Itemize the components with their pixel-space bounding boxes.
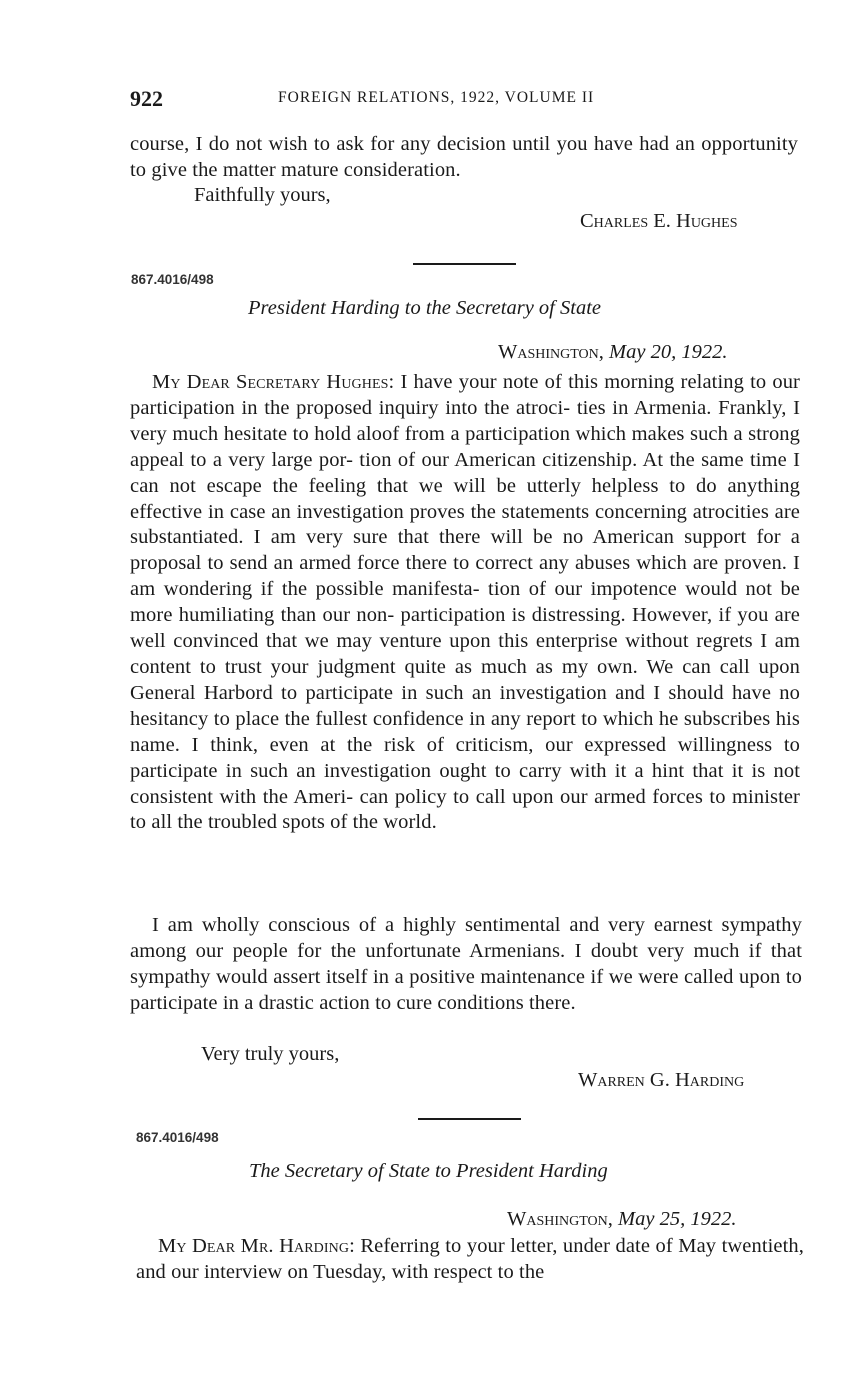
doc2-title: President Harding to the Secretary of State xyxy=(248,297,601,319)
doc2-dateline xyxy=(498,341,727,364)
doc2-file-number: 867.4016/498 xyxy=(131,272,214,287)
doc2-salutation: My Dear Secretary Hughes: xyxy=(152,371,395,393)
doc3-title: The Secretary of State to President Harding xyxy=(249,1160,608,1182)
doc2-complimentary-close: Very truly yours, xyxy=(201,1043,340,1065)
doc2-date: May 20, 1922. xyxy=(609,341,728,363)
doc3-dateline xyxy=(507,1208,736,1231)
doc2-paragraph-2: I am wholly conscious of a highly sentimental and very earnest sympathy among our people for the unfortunate Armenians. I doubt very much if that sympathy would assert itself in a positive maintenance if we were called upon to participate in a drastic action to cure conditions there. xyxy=(130,914,802,1014)
doc1-complimentary-close: Faithfully yours, xyxy=(194,184,331,206)
section-divider xyxy=(418,1118,521,1120)
section-divider xyxy=(413,263,516,265)
doc1-signature: Charles E. Hughes xyxy=(580,210,738,232)
page-number: 922 xyxy=(130,86,163,111)
doc2-paragraph-1 xyxy=(130,370,800,836)
doc3-file-number: 867.4016/498 xyxy=(136,1130,219,1145)
running-head: FOREIGN RELATIONS, 1922, VOLUME II xyxy=(278,89,595,106)
doc3-body-1: Referring to your letter, under date of May twentieth, and our interview on Tuesday, with respect to the xyxy=(136,1235,805,1283)
doc2-signature: Warren G. Harding xyxy=(578,1069,745,1091)
doc2-body-1: I have your note of this morning relating to our participation in the proposed inquiry into the atroci- ties in Armenia. Frankly, I very much hesitate to hold aloof from a participation which makes such a strong appeal to a very large por- tion of our American citizenship. At the same time I can not escape the feeling that we will be utterly helpless to do anything effective in case an investigation proves the statements concerning atrocities are substantiated. I am very sure that there will be no American support for a proposal to send an armed force there to correct any abuses which are proven. I am wondering if the possible manifesta- tion of our impotence would not be more humiliating than our non- participation is distressing. However, if you are well convinced that we may venture upon this enterprise without regrets I am content to trust your judgment quite as much as my own. We can call upon General Harbord to participate in such an investigation and I should have no hesitancy to place the fullest confidence in any report to which he subscribes his name. I think, even at the risk of criticism, our expressed willingness to participate in such an investigation ought to carry with it a hint that it is not consistent with the Ameri- can policy to call upon our armed forces to minister to all the troubled spots of the world. xyxy=(130,371,800,834)
doc1-closing-paragraph: course, I do not wish to ask for any decision until you have had an opportunity to give the matter mature consideration. xyxy=(130,133,798,181)
doc3-place: Washington, xyxy=(507,1208,613,1230)
page-header xyxy=(130,86,800,116)
doc2-place: Washington, xyxy=(498,341,604,363)
doc3-date: May 25, 1922. xyxy=(618,1208,737,1230)
doc3-paragraph-1 xyxy=(136,1234,804,1286)
doc3-salutation: My Dear Mr. Harding: xyxy=(158,1235,355,1257)
